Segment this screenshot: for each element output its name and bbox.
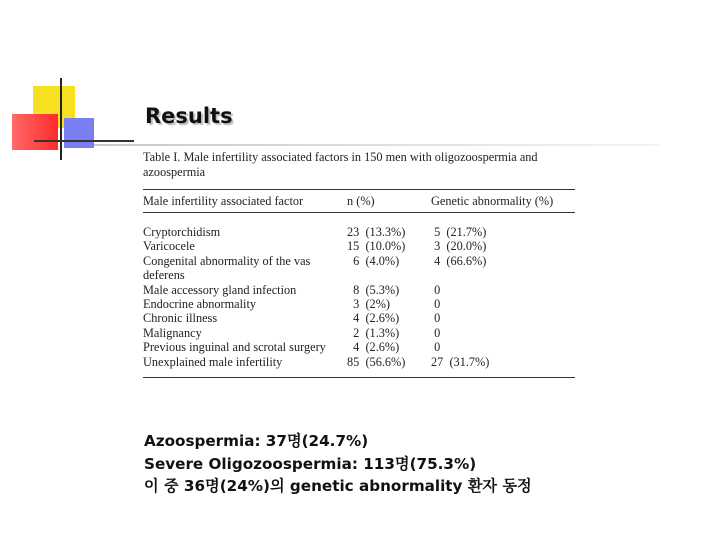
- cell-genetic: 0: [431, 282, 441, 297]
- cell-n: 3 (2%): [347, 297, 391, 312]
- table-header: [143, 190, 575, 212]
- table-row: [143, 283, 575, 297]
- summary-line-genetic: 이 중 36명(24%)의 genetic abnormality 환자 동정: [144, 477, 532, 495]
- table-row: [143, 254, 575, 283]
- title-underline: [94, 144, 660, 146]
- cell-factor: Congenital abnormality of the vas deferens: [143, 253, 311, 283]
- cell-genetic: 0: [431, 325, 441, 340]
- cell-factor: Previous inguinal and scrotal surgery: [143, 340, 326, 355]
- cell-factor: Varicocele: [143, 239, 195, 254]
- cell-factor: Malignancy: [143, 325, 202, 340]
- cell-n: 2 (1.3%): [347, 325, 400, 340]
- cell-n: 8 (5.3%): [347, 282, 400, 297]
- cell-n: 4 (2.6%): [347, 340, 400, 355]
- table-row: [143, 355, 575, 369]
- cell-n: 15 (10.0%): [347, 239, 406, 254]
- summary-line-oligozoospermia: Severe Oligozoospermia: 113명(75.3%): [144, 454, 477, 473]
- cell-factor: Cryptorchidism: [143, 225, 221, 239]
- logo-horizontal-line: [34, 140, 134, 142]
- logo-vertical-line: [60, 78, 62, 160]
- slide-title: Results: [145, 104, 233, 128]
- table-row: [143, 297, 575, 311]
- cell-genetic: 4 (66.6%): [431, 253, 487, 268]
- cell-genetic: 27 (31.7%): [431, 354, 490, 369]
- header-n: n (%): [347, 194, 375, 208]
- logo-blue-square: [64, 118, 94, 148]
- cell-n: 23 (13.3%): [347, 225, 406, 239]
- table-row: [143, 225, 575, 239]
- cell-factor: Male accessory gland infection: [143, 282, 297, 297]
- summary-text: [144, 430, 532, 498]
- cell-n: 85 (56.6%): [347, 354, 406, 369]
- cell-genetic: 5 (21.7%): [431, 225, 487, 239]
- cell-genetic: 0: [431, 340, 441, 355]
- cell-genetic: 3 (20.0%): [431, 239, 487, 254]
- cell-factor: Unexplained male infertility: [143, 354, 283, 369]
- cell-n: 6 (4.0%): [347, 253, 400, 268]
- table-row: [143, 239, 575, 253]
- infertility-table: [143, 150, 575, 378]
- table-row: [143, 311, 575, 325]
- cell-genetic: 0: [431, 311, 441, 326]
- table-body: [143, 213, 575, 377]
- cell-factor: Endocrine abnormality: [143, 297, 257, 312]
- cell-factor: Chronic illness: [143, 311, 218, 326]
- table-row: [143, 326, 575, 340]
- table-row: [143, 340, 575, 354]
- logo-red-block: [12, 114, 58, 150]
- table-caption: Table I. Male infertility associated factors in 150 men with oligozoospermia and azoospermia: [143, 150, 538, 179]
- cell-n: 4 (2.6%): [347, 311, 400, 326]
- summary-line-azoospermia: Azoospermia: 37명(24.7%): [144, 432, 369, 450]
- header-genetic: Genetic abnormality (%): [431, 194, 554, 208]
- cell-genetic: 0: [431, 297, 441, 312]
- table-bottom-rule: [143, 377, 575, 378]
- header-factor: Male infertility associated factor: [143, 194, 304, 208]
